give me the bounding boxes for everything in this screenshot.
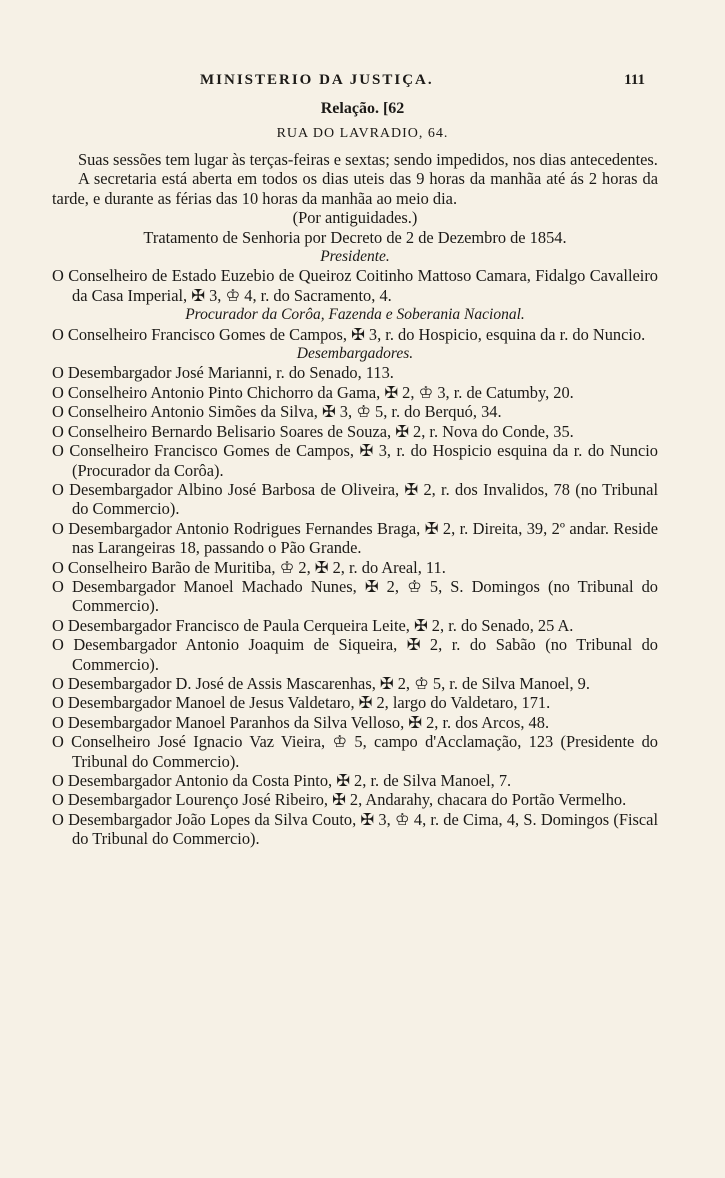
list-item: O Desembargador Antonio Rodrigues Fernandes Braga, ✠ 2, r. Direita, 39, 2º andar. Reside nas Larangeiras 18, passando o Pão Grande. <box>52 518 658 558</box>
list-item: O Desembargador D. José de Assis Mascarenhas, ✠ 2, ♔ 5, r. de Silva Manoel, 9. <box>52 673 590 693</box>
section-heading: Relação. [62 <box>320 100 405 117</box>
list-item: O Conselheiro José Ignacio Vaz Vieira, ♔ 5, campo d'Acclamação, 123 (Presidente do Tribunal do Commercio). <box>52 732 658 771</box>
list-item: O Conselheiro Antonio Simões da Silva, ✠ 3, ♔ 5, r. do Berquó, 34. <box>52 402 502 422</box>
page-number: 111 <box>624 72 645 88</box>
list-item: O Conselheiro Antonio Pinto Chichorro da Gama, ✠ 2, ♔ 3, r. de Catumby, 20. <box>52 382 574 402</box>
list-item: O Desembargador Lourenço José Ribeiro, ✠ 2, Andarahy, chacara do Portão Vermelho. <box>52 790 627 810</box>
list-item: O Desembargador Antonio da Costa Pinto, ✠ 2, r. de Silva Manoel, 7. <box>52 771 512 790</box>
running-title: MINISTERIO DA JUSTIÇA. <box>200 72 434 88</box>
list-item: O Desembargador João Lopes da Silva Couto, ✠ 3, ♔ 4, r. de Cima, 4, S. Domingos (Fiscal do Tribunal do Commercio). <box>52 809 658 849</box>
procurador-heading: Procurador da Corôa, Fazenda e Soberania Nacional. <box>185 306 525 324</box>
paragraph-secretaria: A secretaria está aberta em todos os dias uteis das 9 horas da manhãa até ás 2 horas da tarde, e durante as férias das 10 horas da manhãa ao meio dia. <box>52 169 658 208</box>
list-item: O Desembargador Albino José Barbosa de Oliveira, ✠ 2, r. dos Invalidos, 78 (no Tribunal do Commercio). <box>52 479 658 519</box>
order-note: (Por antiguidades.) <box>292 208 418 228</box>
presidente-entry: O Conselheiro de Estado Euzebio de Queiroz Coitinho Mattoso Camara, Fidalgo Cavalleiro da Casa Imperial, ✠ 3, ♔ 4, r. do Sacramento, 4. <box>52 266 658 305</box>
list-item: O Desembargador Manoel Machado Nunes, ✠ 2, ♔ 5, S. Domingos (no Tribunal do Commercio). <box>52 576 658 616</box>
list-item: O Desembargador Manoel de Jesus Valdetaro, ✠ 2, largo do Valdetaro, 171. <box>52 693 551 713</box>
desembargadores-heading: Desembargadores. <box>296 345 414 363</box>
list-item: O Desembargador José Marianni, r. do Senado, 113. <box>52 363 394 383</box>
treatment-line: Tratamento de Senhoria por Decreto de 2 de Dezembro de 1854. <box>143 227 567 247</box>
list-item: O Desembargador Manoel Paranhos da Silva Velloso, ✠ 2, r. dos Arcos, 48. <box>52 712 550 732</box>
procurador-entry: O Conselheiro Francisco Gomes de Campos, ✠ 3, r. do Hospicio, esquina da r. do Nuncio. <box>52 324 646 344</box>
presidente-heading: Presidente. <box>320 248 390 266</box>
page-body <box>52 150 658 849</box>
paragraph-sessions: Suas sessões tem lugar às terças-feiras e sextas; sendo impedidos, nos dias antecedentes. <box>78 150 658 169</box>
list-item: O Conselheiro Francisco Gomes de Campos, ✠ 3, r. do Hospicio esquina da r. do Nuncio (Procurador da Corôa). <box>52 441 658 480</box>
list-item: O Conselheiro Barão de Muritiba, ♔ 2, ✠ 2, r. do Areal, 11. <box>52 557 446 577</box>
section-address: RUA DO LAVRADIO, 64. <box>276 126 449 141</box>
list-item: O Desembargador Francisco de Paula Cerqueira Leite, ✠ 2, r. do Senado, 25 A. <box>52 615 574 635</box>
page-header <box>60 72 665 94</box>
list-item: O Conselheiro Bernardo Belisario Soares de Souza, ✠ 2, r. Nova do Conde, 35. <box>52 421 574 441</box>
list-item: O Desembargador Antonio Joaquim de Siqueira, ✠ 2, r. do Sabão (no Tribunal do Commercio). <box>52 635 658 674</box>
desembargadores-list <box>52 363 658 848</box>
